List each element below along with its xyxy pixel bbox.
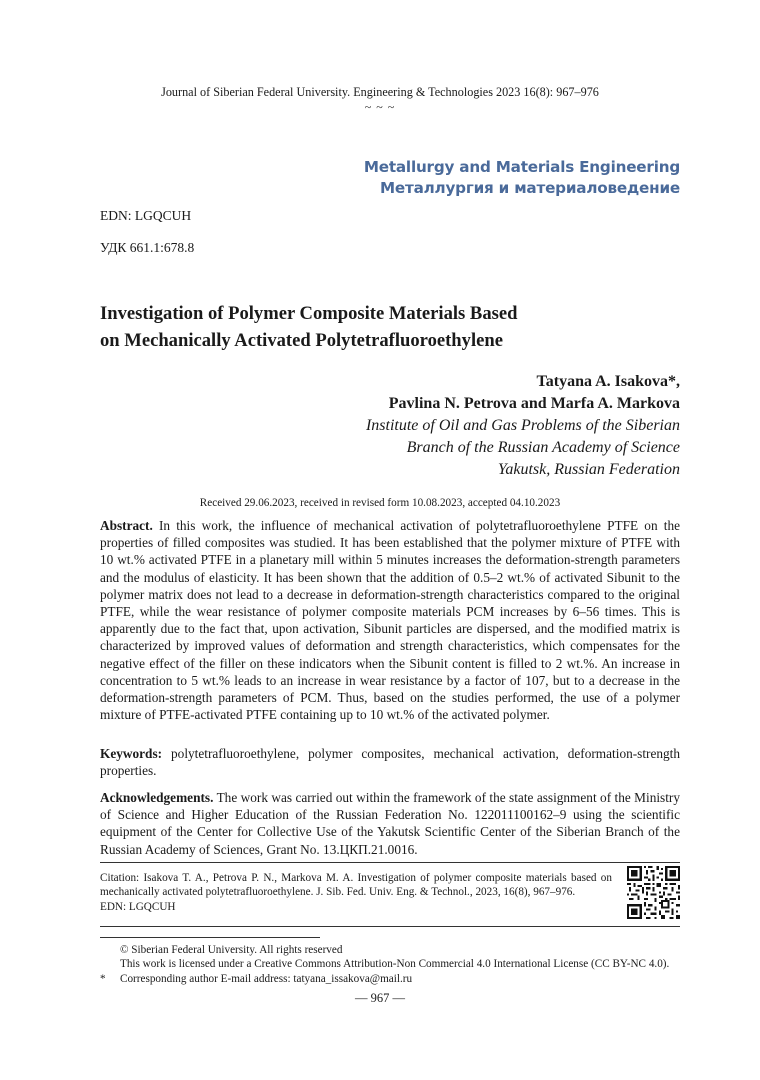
authors-line-1: Tatyana A. Isakova*, [536,373,680,390]
affiliation-line-1: Institute of Oil and Gas Problems of the Siberian [365,417,680,434]
affiliation-line-3: Yakutsk, Russian Federation [497,461,680,478]
article-title-line-2: on Mechanically Activated Polytetrafluoroethylene [100,330,503,351]
keywords-label: Keywords: [100,746,163,761]
authors-line-2: Pavlina N. Petrova and Marfa A. Markova [388,395,680,412]
edn-code: EDN: LGQCUH [100,208,192,223]
keywords-text: polytetrafluoroethylene, polymer composites, mechanical activation, deformation-strength properties. [100,746,681,779]
copyright-text: © Siberian Federal University. All rights reserved [120,944,343,956]
footnote-corresponding [100,972,690,986]
citation-bottom-rule [100,926,680,927]
section-heading [364,157,680,199]
article-title-line-1: Investigation of Polymer Composite Materials Based [100,303,518,324]
citation-edn: EDN: LGQCUH [100,900,176,913]
footnotes [100,943,690,986]
corresponding-author-text[interactable]: Corresponding author E-mail address: tatyana_issakova@mail.ru [120,972,413,985]
authors-block [366,371,680,481]
article-title [100,300,660,354]
abstract-text: In this work, the influence of mechanical activation of polytetrafluoroethylene PTFE on the properties of filled composites was studied. It has been established that the polymer mixture of PTFE with 10 wt.% activated PTFE in a planetary mill within 5 minutes increases the deformation-strength parameters and the modulus of elasticity. It has been shown that the addition of 0.5–2 wt.% of activated Sibunit to the polymer matrix does not lead to a decrease in deformation-strength characteristics compared to the original PTFE, while the wear resistance of polymer composite materials PCM increases by 6–56 times. This is apparently due to the fact that, upon activation, Sibunit particles are dispersed, and the modified matrix is characterized by improved values of deformation and strength characteristics, which compensates for the negative effect of the filler on these indicators when the Sibunit content is filled to 2 wt.%. An increase in concentration to 5 wt.% leads to an increase in wear resistance by a factor of 107, but to a decrease in the deformation-strength parameters of PCM. Thus, based on the studies performed, the use of a polymer mixture of PTFE-activated PTFE containing up to 10 wt.% of the activated polymer. [100,518,681,723]
affiliation-line-2: Branch of the Russian Academy of Science [406,439,680,456]
footnote-license [100,957,690,971]
acknowledgements-label: Acknowledgements. [100,790,214,805]
received-dates: Received 29.06.2023, received in revised form 10.08.2023, accepted 04.10.2023 [199,497,561,509]
page-number: — 967 — [355,991,405,1005]
qr-code-icon[interactable] [627,866,680,919]
citation-text: Citation: Isakova T. A., Petrova P. N., Markova M. A. Investigation of polymer composite materials based on mechanically activated polytetrafluoroethylene. J. Sib. Fed. Univ. Eng. & Technol., 2023, 16(8), 967–976. [100,872,612,899]
citation-block [100,871,612,914]
asterisk-marker: * [100,972,106,985]
citation-top-rule [100,862,680,863]
footnote-copyright [100,943,690,957]
footnote-rule [100,937,320,938]
license-text: This work is licensed under a Creative Commons Attribution-Non Commercial 4.0 International License (CC BY-NC 4.0). [120,958,670,971]
keywords [100,745,680,779]
abstract [100,517,680,723]
udk-code: УДК 661.1:678.8 [100,240,195,255]
journal-header: Journal of Siberian Federal University. Engineering & Technologies 2023 16(8): 967–976 [161,85,599,99]
section-title-en: Metallurgy and Materials Engineering [363,158,680,176]
acknowledgements-text: The work was carried out within the framework of the state assignment of the Ministry of Science and Higher Education of the Russian Federation No. 122011100162–9 using the scientific equipment of the Center for Collective Use of the Yakutsk Scientific Center of the Siberian Branch of the Russian Academy of Sciences, Grant No. 13.ЦКП.21.0016. [100,790,680,857]
header-ornament: ~ ~ ~ [364,100,396,114]
acknowledgements [100,789,680,858]
section-title-ru: Металлургия и материаловедение [379,179,680,197]
abstract-label: Abstract. [100,518,153,533]
